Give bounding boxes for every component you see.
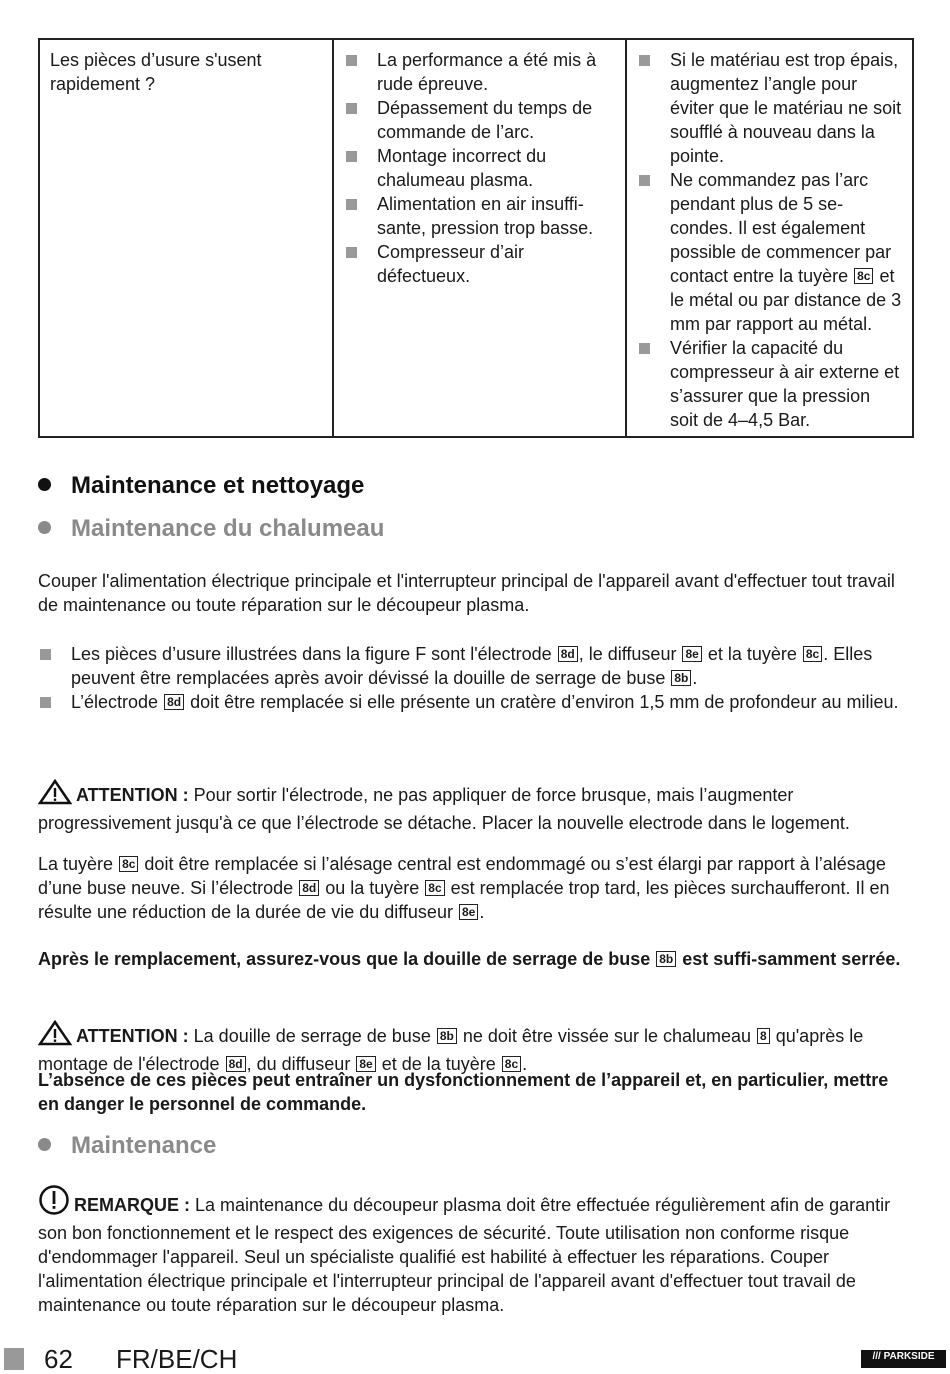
- text: L’électrode: [71, 692, 164, 712]
- text: ou la tuyère: [320, 878, 425, 898]
- text: Couper l'alimentation électrique principale et l'interrupteur principal de l'appareil avant d'effectuer tout travail de maintenance ou toute réparation sur le découpeur plasma.: [38, 571, 895, 615]
- part-reference: 8c: [119, 856, 138, 872]
- part-reference: 8d: [226, 1056, 246, 1072]
- bold-text: L’absence de ces pièces peut entraîner un dysfonctionnement de l’appareil et, en particulier, mettre en danger le personnel de commande.: [38, 1070, 889, 1114]
- text: Les pièces d’usure illustrées dans la figure F sont l'électrode: [71, 644, 557, 664]
- part-reference: 8c: [854, 268, 873, 284]
- part-reference: 8e: [682, 646, 701, 662]
- solution-item: [637, 336, 902, 432]
- heading-torch-maintenance: [38, 517, 384, 541]
- warning-icon: [38, 779, 72, 811]
- part-reference: 8e: [459, 904, 478, 920]
- bullet-icon: [38, 521, 51, 534]
- bullet-icon: [38, 1138, 51, 1151]
- region-code: FR/BE/CH: [116, 1344, 238, 1374]
- attention-text: [38, 785, 850, 833]
- paragraph: [38, 1068, 914, 1116]
- cause-item: Dépassement du temps de commande de l’arc.: [344, 96, 615, 144]
- bold-text: REMARQUE :: [74, 1195, 195, 1215]
- part-reference: 8: [757, 1028, 770, 1044]
- text: Pour sortir l'électrode, ne pas appliquer de force brusque, mais l’augmenter progressivement jusqu'à ce que l’électrode se détache. Placer la nouvelle electrode dans le logement.: [38, 785, 850, 833]
- text: , le diffuseur: [578, 644, 682, 664]
- part-reference: 8b: [671, 670, 691, 686]
- warning-icon: [38, 1020, 72, 1052]
- text: et de la tuyère: [376, 1054, 501, 1074]
- text: La tuyère: [38, 854, 119, 874]
- text: . Elles peuvent être remplacées après avoir dévissé la douille de serrage de buse: [71, 644, 873, 688]
- text: Si le matériau est trop épais, augmentez l’angle pour éviter que le matériau ne soit soufflé à nouveau dans la pointe.: [670, 50, 902, 166]
- bold-text: ATTENTION :: [76, 785, 194, 805]
- cause-item: Alimentation en air insuffi-sante, pression trop basse.: [344, 192, 615, 240]
- solution-cell: [626, 39, 913, 437]
- paragraph: [38, 569, 914, 617]
- text: .: [522, 1054, 528, 1074]
- attention-text: [38, 1026, 863, 1074]
- heading-text: Maintenance: [71, 1132, 217, 1159]
- troubleshooting-table: [38, 38, 914, 438]
- parkside-logo: /// PARKSIDE: [861, 1350, 946, 1368]
- exclamation-circle-icon: [38, 1185, 70, 1221]
- part-reference: 8d: [299, 880, 319, 896]
- text: doit être remplacée si l’alésage central est endommagé ou s’est élargi par rapport à l’alésage d’une buse neuve. Si l’électrode: [38, 854, 886, 898]
- bold-text: Après le remplacement, assurez-vous que la douille de serrage de buse: [38, 949, 656, 969]
- text: et la tuyère: [702, 644, 802, 664]
- paragraph: [38, 947, 914, 971]
- list-item: [38, 690, 914, 714]
- text: Ne commandez pas l’arc pendant plus de 5 se-condes. Il est également possible de commencer par contact entre la tuyère: [670, 170, 892, 286]
- heading-maintenance-cleaning: [38, 474, 364, 498]
- part-reference: 8c: [803, 646, 822, 662]
- paragraph: [38, 852, 914, 924]
- cause-item: La performance a été mis à rude épreuve.: [344, 48, 615, 96]
- list-item: [38, 642, 914, 690]
- part-reference: 8c: [425, 880, 444, 896]
- text: La maintenance du découpeur plasma doit être effectuée régulièrement afin de garantir son bon fonctionnement et le respect des exigences de sécurité. Toute utilisation non conforme risque d'endommager l'appareil. Seul un spécialiste qualifié est habilité à effectuer les réparations. Couper l'alimentation électrique principale et l'interrupteur principal de l'appareil avant d'effectuer tout travail de maintenance ou toute réparation sur le découpeur plasma.: [38, 1195, 891, 1315]
- bold-text: est suffi-samment serrée.: [677, 949, 901, 969]
- page-marker: [4, 1348, 24, 1370]
- solution-item: [637, 48, 902, 168]
- wear-parts-list: [38, 642, 914, 714]
- page-number: 62: [44, 1344, 73, 1374]
- part-reference: 8e: [356, 1056, 375, 1072]
- text: .: [692, 668, 698, 688]
- text: qu'après le montage de l'électrode: [38, 1026, 864, 1074]
- cause-item: Compresseur d’air défectueux.: [344, 240, 615, 288]
- part-reference: 8d: [164, 694, 184, 710]
- bold-text: ATTENTION :: [76, 1026, 194, 1046]
- text: La douille de serrage de buse: [193, 1026, 436, 1046]
- remark-text: [38, 1195, 890, 1315]
- text: , du diffuseur: [246, 1054, 356, 1074]
- part-reference: 8d: [558, 646, 578, 662]
- heading-text: Maintenance et nettoyage: [71, 472, 365, 499]
- problem-cell: Les pièces d’usure s'usent rapidement ?: [39, 39, 333, 437]
- part-reference: 8b: [437, 1028, 457, 1044]
- text: et le métal ou par distance de 3 mm par rapport au métal.: [670, 266, 902, 334]
- heading-text: Maintenance du chalumeau: [71, 515, 385, 542]
- text: .: [479, 902, 485, 922]
- heading-maintenance: [38, 1134, 216, 1158]
- cause-cell: [333, 39, 626, 437]
- text: doit être remplacée si elle présente un cratère d’environ 1,5 mm de profondeur au milieu.: [185, 692, 899, 712]
- part-reference: 8b: [656, 951, 676, 967]
- text: est remplacée trop tard, les pièces surchaufferont. Il en résulte une réduction de la durée de vie du diffuseur: [38, 878, 890, 922]
- text: ne doit être vissée sur le chalumeau: [457, 1026, 757, 1046]
- part-reference: 8c: [502, 1056, 521, 1072]
- remark-note: [38, 1185, 914, 1317]
- cause-item: Montage incorrect du chalumeau plasma.: [344, 144, 615, 192]
- bullet-icon: [38, 478, 51, 491]
- solution-item: [637, 168, 902, 336]
- attention-note: [38, 779, 914, 835]
- text: Vérifier la capacité du compresseur à air externe et s’assurer que la pression soit de 4–4,5 Bar.: [670, 338, 900, 430]
